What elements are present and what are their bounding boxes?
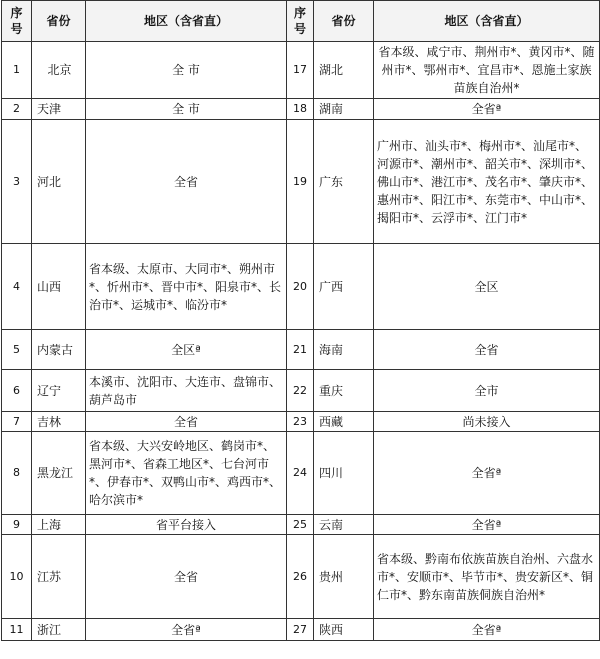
table-row [2, 412, 600, 432]
region-cell: 省本级、太原市、大同市*、朔州市*、忻州市*、晋中市*、阳泉市*、长治市*、运城市*、临汾市* [86, 244, 287, 330]
province-cell-2: 广西 [314, 244, 374, 330]
region-cell-2: 全省ª [374, 432, 600, 515]
header-province-2: 省份 [314, 1, 374, 42]
province-cell: 黑龙江 [32, 432, 86, 515]
province-cell-2: 云南 [314, 515, 374, 535]
province-cell-2: 广东 [314, 120, 374, 244]
region-cell: 本溪市、沈阳市、大连市、盘锦市、葫芦岛市 [86, 370, 287, 412]
seq-cell: 11 [2, 619, 32, 641]
table-row [2, 244, 600, 330]
region-cell: 全 市 [86, 99, 287, 120]
province-cell-2: 重庆 [314, 370, 374, 412]
seq-cell-2: 26 [287, 535, 314, 619]
region-cell: 全区ª [86, 330, 287, 370]
province-cell: 内蒙古 [32, 330, 86, 370]
province-cell-2: 湖北 [314, 42, 374, 99]
seq-cell-2: 21 [287, 330, 314, 370]
table-row [2, 42, 600, 99]
seq-cell: 4 [2, 244, 32, 330]
province-cell: 浙江 [32, 619, 86, 641]
region-cell: 全省 [86, 535, 287, 619]
header-region: 地区（含省直） [86, 1, 287, 42]
region-cell: 全省ª [86, 619, 287, 641]
province-cell-2: 海南 [314, 330, 374, 370]
region-cell-2: 广州市、汕头市*、梅州市*、汕尾市*、河源市*、潮州市*、韶关市*、深圳市*、佛山市*、港江市*、茂名市*、肇庆市*、惠州市*、阳江市*、东莞市*、中山市*、揭阳市*、云浮市*、江门市* [374, 120, 600, 244]
region-cell: 省平台接入 [86, 515, 287, 535]
region-cell-2: 全省ª [374, 619, 600, 641]
header-region-2: 地区（含省直） [374, 1, 600, 42]
province-cell: 山西 [32, 244, 86, 330]
table-row [2, 120, 600, 244]
seq-cell: 1 [2, 42, 32, 99]
province-cell: 江苏 [32, 535, 86, 619]
seq-cell: 7 [2, 412, 32, 432]
header-province: 省份 [32, 1, 86, 42]
seq-cell: 8 [2, 432, 32, 515]
province-cell: 天津 [32, 99, 86, 120]
province-cell: 吉林 [32, 412, 86, 432]
province-cell: 辽宁 [32, 370, 86, 412]
region-cell: 省本级、大兴安岭地区、鹤岗市*、黑河市*、省森工地区*、七台河市*、伊春市*、双鸭山市*、鸡西市*、哈尔滨市* [86, 432, 287, 515]
seq-cell-2: 23 [287, 412, 314, 432]
province-cell-2: 陕西 [314, 619, 374, 641]
region-cell-2: 省本级、咸宁市、荆州市*、黄冈市*、随州市*、鄂州市*、宜昌市*、恩施土家族苗族自治州* [374, 42, 600, 99]
seq-cell-2: 17 [287, 42, 314, 99]
table-row [2, 535, 600, 619]
province-cell-2: 四川 [314, 432, 374, 515]
seq-cell: 6 [2, 370, 32, 412]
seq-cell-2: 25 [287, 515, 314, 535]
region-cell: 全省 [86, 120, 287, 244]
region-cell-2: 尚未接入 [374, 412, 600, 432]
region-cell-2: 全市 [374, 370, 600, 412]
province-cell-2: 西藏 [314, 412, 374, 432]
province-cell: 上海 [32, 515, 86, 535]
seq-cell: 9 [2, 515, 32, 535]
region-table [1, 0, 600, 641]
region-cell-2: 全省 [374, 330, 600, 370]
seq-cell-2: 22 [287, 370, 314, 412]
region-cell-2: 全省ª [374, 99, 600, 120]
seq-cell: 3 [2, 120, 32, 244]
province-cell: 北京 [32, 42, 86, 99]
table-row [2, 99, 600, 120]
seq-cell: 2 [2, 99, 32, 120]
province-cell-2: 湖南 [314, 99, 374, 120]
region-cell-2: 省本级、黔南布依族苗族自治州、六盘水市*、安顺市*、毕节市*、贵安新区*、铜仁市*、黔东南苗族侗族自治州* [374, 535, 600, 619]
table-row [2, 432, 600, 515]
region-cell: 全 市 [86, 42, 287, 99]
seq-cell-2: 24 [287, 432, 314, 515]
seq-cell-2: 18 [287, 99, 314, 120]
header-seq-2: 序号 [287, 1, 314, 42]
region-cell-2: 全区 [374, 244, 600, 330]
province-cell-2: 贵州 [314, 535, 374, 619]
table-row [2, 330, 600, 370]
region-cell-2: 全省ª [374, 515, 600, 535]
region-cell: 全省 [86, 412, 287, 432]
seq-cell: 10 [2, 535, 32, 619]
table-header-row [2, 1, 600, 42]
seq-cell-2: 20 [287, 244, 314, 330]
seq-cell: 5 [2, 330, 32, 370]
table-row [2, 370, 600, 412]
seq-cell-2: 19 [287, 120, 314, 244]
table-row [2, 515, 600, 535]
table-row [2, 619, 600, 641]
seq-cell-2: 27 [287, 619, 314, 641]
province-cell: 河北 [32, 120, 86, 244]
header-seq: 序号 [2, 1, 32, 42]
